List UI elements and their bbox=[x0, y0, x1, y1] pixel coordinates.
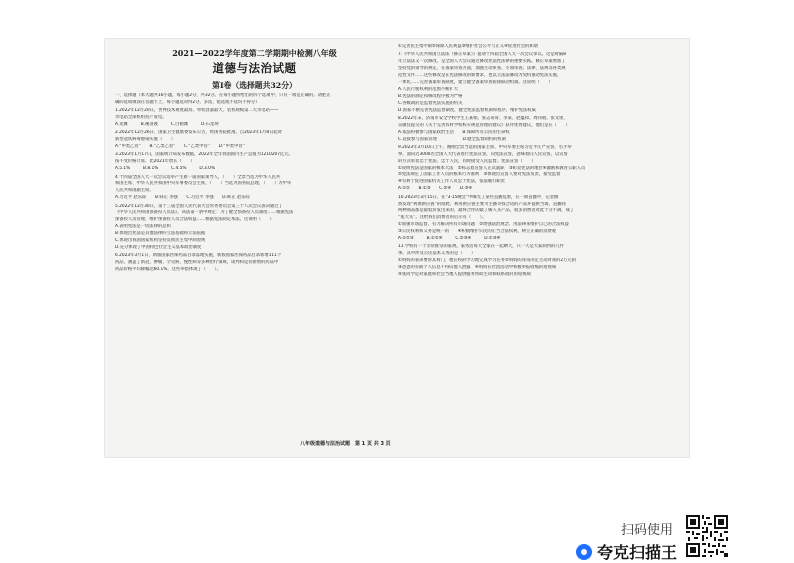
option-line: B.宪法的制定和修改程序极为严格 bbox=[398, 93, 463, 99]
text-line: 年立法法又一次修改，是全国人大会议通过修改宪法性法律的重要实践。修正草案增加了 bbox=[398, 59, 566, 65]
scan-label[interactable]: 扫码使用 bbox=[621, 523, 674, 538]
question-line: 10.2023年3月15日，在“3·15晚会”中曝光了某些直播乱象，在一期直播中，记者偶 bbox=[398, 194, 559, 200]
exam-title: 道德与法治试题 bbox=[212, 61, 297, 75]
text-line: 人民共和国副主席。 bbox=[115, 188, 154, 194]
brand-logo-icon bbox=[576, 544, 592, 560]
options-line: A.龙滩 B.溪洛渡 C.白鹤滩 D.石龙坝 bbox=[115, 122, 219, 128]
right-column bbox=[398, 44, 682, 279]
text-line: 的方式彰显忠于宪法、忠于人民，同时接受人民监督。宪法宣誓（ ） bbox=[398, 158, 536, 164]
text-line: 然发现“利诱供应链”的招聘，利用供应链主要为主播寻找合适的产品并提供当场，直播间 bbox=[398, 201, 566, 207]
text-line: 确的选项填涂在答题卡上，每小题选对得2分，多选、错选或不选均不得分） bbox=[115, 99, 260, 105]
option-line: B.体现出宪法是其他法律的立法基础和立法依据 bbox=[115, 231, 206, 237]
options-line: A.①②③ B.①②④ C.②③④ D.①③④ bbox=[398, 236, 501, 242]
question-line: 6.2023年3月1日，新版国家医保药品目录落地实施，新版国家医保药品目录新增111个 bbox=[115, 253, 282, 259]
option-line: D.充分体现了中国特色社会主义基本政治制度 bbox=[115, 244, 202, 250]
options-line: A.5.1% B.8.1% C.4.5% D.3.0% bbox=[115, 166, 215, 172]
option-line: A.人民行使权利的范围不断扩大 bbox=[398, 86, 459, 92]
question-line: 7.《中华人民共和国立法法（修正草案）》提请十四届全国人大一次会议审议。这是时隔8 bbox=[398, 52, 566, 58]
brand-name: 夸克扫描王 bbox=[597, 543, 678, 562]
text-line: 水电站全部机组投产发电。 bbox=[115, 115, 167, 121]
text-line: ①完善民主集中制②保障人民利益③维护社会公平与正义④促进社会的和谐 bbox=[398, 44, 539, 49]
question-line: 3.2023年1月17日，国家统计局发布数据，2022年全年我国国内生产总值为1210207亿元， bbox=[115, 152, 293, 158]
text-line: ①说明宪法是国家的根本大法 ②标志着宣誓人正式就职 ③彰显宪法的地位④激励和教育公职人员 bbox=[398, 165, 586, 171]
left-column bbox=[115, 93, 395, 274]
brand-watermark[interactable] bbox=[576, 540, 677, 563]
text-line: 和国主席、中华人民共和国中央军事委员会主席，（ ）当选为国务院总理，（ ）为中华 bbox=[115, 181, 292, 187]
text-line: 药品价格平均降幅达60.1%，这些举措体现了（ ）。 bbox=[115, 267, 222, 273]
text-line: ③公民权利和义务是统一的 ④积极维护公民的正当合法权利，树立正确的消费观 bbox=[398, 229, 557, 235]
question-line: 5.2022年12月30日，第十三届全国人民代表大会常务委员会第三十八次会议表决通过了 bbox=[115, 203, 283, 209]
text-line: 拳，面向近3000名全国人大代表进行宪法宣誓，向宪法宣誓，意味着向人民宣誓，以宣誓 bbox=[398, 151, 568, 157]
options-line: A.习近平 赵乐际 B.韩正 李强 C.习近平 李强 D.韩正 赵乐际 bbox=[115, 195, 250, 201]
text-line: ①加强市场监督，有力解决所有市场问题 ②增强法治观念，用法律来维护自己的合法权益 bbox=[398, 222, 569, 228]
text-line: “冤大头”。这给我们消费者的启示有（ ）。 bbox=[398, 215, 487, 221]
options-line: A.“甲类乙管” B.“乙类乙管” C.“乙类甲管” D.“甲类甲管” bbox=[115, 144, 245, 150]
text-line: 药品，涵盖了新冠、肿瘤、罕见病、慢性病等多种治疗领域，谈判和竞价新增的药品中 bbox=[115, 260, 279, 266]
text-line: 一体化……完善备案审查制度，建立健全备案审查衔接联动机制。这说明（ ） bbox=[398, 79, 553, 85]
text-line: ②宪法规定了国家工作人员的根本行为准则 ③体现出宣誓人要对宪法负责，接受监督 bbox=[398, 172, 561, 178]
option-line: C.体现出我国国家机构坚持贯彻民主集中制原则 bbox=[115, 238, 206, 244]
option-line: A.表明宪法是一切法律的总和 bbox=[115, 224, 171, 230]
text-line: 《中华人民共和国预备役人员法》，该法第一条中规定：为了健全预备役人员制度……根据宪法 bbox=[115, 210, 294, 216]
option-line: D.国家不断完善宪法监督制度，健全宪法监督机制和程序，维护宪法权威 bbox=[398, 107, 536, 113]
question-line: 11.学校有一个非常推崇的家规，家务活每天全家在一起晒天，只一天是大家制到的几件 bbox=[398, 244, 564, 250]
text-line: 事。其中涉及公民基本义务的是（ ） bbox=[398, 251, 476, 257]
text-line: 预备役人员管理，维护预备役人员合法权益……根据宪法制定本法。这说明（ ） bbox=[115, 217, 274, 223]
text-line: ①妈妈的表弟要帮其看门，他在校的学习地完成学习任务②妈妈的哥哥决定主动对我的2万元捐 bbox=[398, 258, 577, 264]
options-line: A.依法积极参与国家政治生活 B.保障所有公民的生命权 bbox=[398, 129, 510, 135]
question-line: 1.2022年12月20日，世界技术难度最高、单机容量最大、装机规模第二大水电站—— bbox=[115, 108, 279, 114]
text-line: ⑤张同学是对家庭和社会当地人提供服务帮助主动和联系政府的短视频 bbox=[398, 271, 531, 277]
text-line: 按不变价格计算，比2021年增长（ ） bbox=[115, 159, 195, 165]
text-line: 新型冠状病毒感染实施（ ） bbox=[115, 137, 176, 143]
question-line: 9.2023年3月10日上午，刚刚全票当选的国家主席、中央军委主席习近平庄严宣誓，右手举 bbox=[398, 144, 572, 150]
option-line: C.各级政府是监督宪法实施的机关 bbox=[398, 100, 463, 106]
exam-header-line: 2021—2022学年度第二学期期中检测八年级 bbox=[172, 48, 337, 58]
page-footer: 八年级道德与法治试题 第 1 页 共 3 页 bbox=[300, 441, 391, 447]
options-line: A.①② B.①③ C.②④ D.③④ bbox=[398, 186, 473, 192]
question-line: 2.2022年12月26日，国家卫生健康委发布公告，经国务院批准，自2023年1月8日起对 bbox=[115, 130, 282, 136]
text-line: 吴敏仪提交的《关于完善农村学校校车规范管理的建议》获评优秀建议，他们是在（ ） bbox=[398, 122, 570, 128]
question-line: 4.十四届全国人大一次会议选举产生新一届国家领导人，（ ）全票当选为中华人民共 bbox=[115, 174, 281, 180]
text-line: 一、选择题（本大题共16小题，每小题2分，共32分。在每小题所给出的四个选项中，只有一项是正确的。请把正 bbox=[115, 93, 331, 98]
options-line: C.直接参与国家管理 D.健全监督制约的机制 bbox=[398, 136, 506, 142]
question-line: 8.2022年末，济南市安全学校学生王某娟、张志哥哥、李某、赵蕴和、周伟航、张文瑶、 bbox=[398, 115, 568, 121]
text-line: ④有利于促进国家机关工作人员忠于宪法，依法履行职责 bbox=[398, 179, 505, 185]
section-title: 第Ⅰ卷（选择题共32分） bbox=[212, 81, 297, 90]
text-line: ③爸爸的有限个人信息不得向他人泄露 ④妈妈在社团活动中积极举报收缩的短视频 bbox=[398, 265, 557, 271]
qr-code-icon[interactable] bbox=[686, 515, 728, 557]
text-line: 坚持党的领导的规定，在备案审查方面，加强主动审查、专项审查；法律、法规等各类规 bbox=[398, 66, 566, 72]
text-line: 范性文件……这些修改是在宪法修改的新要求，也以立法法修改为契机推动宪法实施， bbox=[398, 73, 562, 79]
text-line: 两种商品都是最低价发出来的，最终合作的最了解人买产品，很多消费者对此十分不满，成了 bbox=[398, 208, 575, 214]
